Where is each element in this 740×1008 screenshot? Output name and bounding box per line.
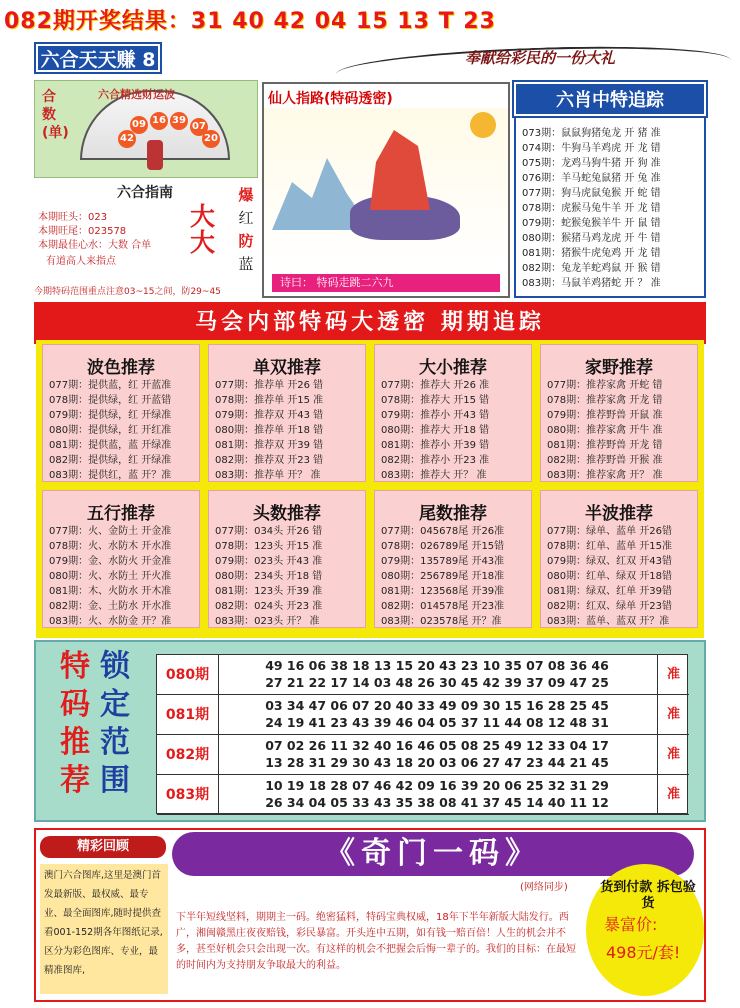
lock-mark: 准 <box>657 695 689 735</box>
lock-word: 定 <box>100 687 130 722</box>
lock-numbers <box>219 697 655 731</box>
six-row: 083期：马鼠羊鸡猪蛇 开 ？ 准 <box>522 278 661 289</box>
card-row: 082期：提供绿，红 开绿准 <box>49 455 172 466</box>
six-row: 075期：龙鸡马狗牛猪 开 狗 准 <box>522 158 661 169</box>
lock-word: 范 <box>100 725 130 760</box>
card-row: 081期：绿双、红单 开39错 <box>547 586 672 597</box>
lock-table <box>156 654 688 814</box>
banner: 马会内部特码大透密 期期追踪 <box>34 302 706 344</box>
card-row: 077期：045678尾 开26准 <box>381 526 505 537</box>
card-row: 077期：提供蓝，红 开蓝准 <box>49 380 172 391</box>
card-title: 尾数推荐 <box>419 504 487 524</box>
lock-line: 07 02 26 11 32 40 16 46 05 08 25 49 12 33 04 17 <box>265 738 609 753</box>
big-da: 大大 <box>190 202 216 257</box>
card-row: 081期：提供蓝，蓝 开绿准 <box>49 440 172 451</box>
six-row: 080期：猴猪马鸡龙虎 开 牛 错 <box>522 233 661 244</box>
lock-row <box>157 695 689 735</box>
network-sync: (网络同步) <box>520 882 568 893</box>
card-title: 半波推荐 <box>585 504 653 524</box>
card-title: 头数推荐 <box>253 504 321 524</box>
card-row: 083期：火、水防金 开？准 <box>49 616 172 627</box>
card-row: 083期：提供红，蓝 开？准 <box>49 470 172 481</box>
card-row: 077期：034头 开26 错 <box>215 526 323 537</box>
card-title: 单双推荐 <box>253 358 321 378</box>
card-row: 079期：推荐小 开43 错 <box>381 410 490 421</box>
card-title: 家野推荐 <box>585 358 653 378</box>
guide-wei: 本期旺尾：023578 <box>38 226 127 237</box>
card-row: 081期：推荐双 开39 错 <box>215 440 324 451</box>
card-row: 080期：红单、绿双 开18错 <box>547 571 672 582</box>
side-word: 爆 <box>238 186 254 204</box>
ball: 20 <box>202 130 220 148</box>
card-row: 078期：123头 开15 准 <box>215 541 323 552</box>
card-row: 078期：火、水防木 开水准 <box>49 541 172 552</box>
guide-xin: 本期最佳心水：大数 合单 <box>38 240 152 251</box>
card-row: 077期：推荐大 开26 准 <box>381 380 490 391</box>
card-row: 077期：火、金防土 开金准 <box>49 526 172 537</box>
promo-price-label: 暴富价: <box>604 915 658 934</box>
qimen-title: 《奇门一码》 <box>172 832 694 876</box>
card-row: 081期：推荐野兽 开龙 错 <box>547 440 663 451</box>
card-row: 078期：红单、蓝单 开15准 <box>547 541 672 552</box>
lock-line: 10 19 18 28 07 46 42 09 16 39 20 06 25 32 31 29 <box>265 778 609 793</box>
lock-numbers <box>219 657 655 691</box>
lock-word: 锁 <box>100 649 130 684</box>
card-row: 080期：234头 开18 错 <box>215 571 323 582</box>
lock-row <box>157 655 689 695</box>
card-title: 波色推荐 <box>87 358 155 378</box>
six-row: 081期：猪猴牛虎兔鸡 开 龙 错 <box>522 248 661 259</box>
card-row: 082期：推荐双 开23 错 <box>215 455 324 466</box>
card-title: 五行推荐 <box>87 504 155 524</box>
lock-right-words <box>100 648 130 800</box>
guide-wang: 本期旺头：023 <box>38 212 108 223</box>
card-row: 078期：推荐大 开15 错 <box>381 395 490 406</box>
card-row: 082期：024头 开23 准 <box>215 601 323 612</box>
lock-row <box>157 735 689 775</box>
guide-gao: 有道高人来指点 <box>46 256 116 267</box>
card-row: 081期：123568尾 开39准 <box>381 586 505 597</box>
recommend-card <box>42 490 200 628</box>
card-row: 077期：推荐单 开26 错 <box>215 380 324 391</box>
card-row: 083期：推荐单 开？ 准 <box>215 470 321 481</box>
fan-title: 六合精选财运波 <box>98 88 175 101</box>
card-row: 080期：推荐家禽 开牛 准 <box>547 425 663 436</box>
lock-row <box>157 775 689 815</box>
guide-title: 六合指南 <box>117 185 173 201</box>
qimen-text: 下半年短线坚料，期期主一码。绝密猛料，特码宝典权威，18年下半年新版大陆发行。西广，湘闽赣黑庄夜夜赔钱，彩民暴富。开头连中五期，如有钱一赔百倍！人生的机会并不多，甚至好机会只会出现一次。有这样的机会不把握会后悔一辈子的。我们的目标：在最短的时间内为支持朋友争取最大的利益。 <box>176 912 576 971</box>
slogan: 奉献给彩民的一份大礼 <box>464 49 615 67</box>
six-title: 六肖中特追踪 <box>514 82 706 116</box>
card-row: 080期：推荐单 开18 错 <box>215 425 324 436</box>
recommend-card <box>540 344 698 482</box>
lock-word: 荐 <box>60 763 90 798</box>
lock-period: 080期 <box>157 655 219 695</box>
poem: 诗曰： 特码走跳二六九 <box>272 274 500 292</box>
card-row: 083期：023头 开？ 准 <box>215 616 320 627</box>
lock-period: 081期 <box>157 695 219 735</box>
ball: 16 <box>150 112 168 130</box>
recall-text: 澳门六合图库,这里是澳门首发最新版、最权威、最专业、最全面图库,随时提供查看001-152期各年图纸记录,区分为彩色图库、专业，最精准图库, <box>40 864 168 994</box>
recommend-card <box>208 490 366 628</box>
recommend-card <box>208 344 366 482</box>
card-row: 082期：推荐小 开23 准 <box>381 455 490 466</box>
six-row: 078期：虎猴马兔牛羊 开 龙 错 <box>522 203 661 214</box>
card-row: 081期：推荐小 开39 错 <box>381 440 490 451</box>
six-row: 074期：牛狗马羊鸡虎 开 龙 错 <box>522 143 661 154</box>
six-row: 073期：鼠鼠狗猪兔龙 开 猪 准 <box>522 128 661 139</box>
card-row: 077期：绿单、蓝单 开26错 <box>547 526 672 537</box>
sun-icon <box>470 112 496 138</box>
card-row: 079期：023头 开43 准 <box>215 556 323 567</box>
fan-handle <box>147 140 163 170</box>
card-row: 078期：提供绿，红 开蓝错 <box>49 395 172 406</box>
lock-line: 26 34 04 05 33 43 35 38 08 41 37 45 14 40 11 12 <box>265 795 609 810</box>
card-row: 079期：推荐双 开43 错 <box>215 410 324 421</box>
card-row: 079期：推荐野兽 开鼠 准 <box>547 410 663 421</box>
heshu-label: 合数(单) <box>42 89 69 141</box>
card-row: 083期：蓝单、蓝双 开？准 <box>547 616 670 627</box>
ball: 09 <box>130 116 148 134</box>
card-row: 081期：123头 开39 准 <box>215 586 323 597</box>
side-word: 防 <box>238 232 254 250</box>
lock-word: 推 <box>60 725 90 760</box>
recommend-card <box>540 490 698 628</box>
lock-numbers <box>219 737 655 771</box>
card-row: 079期：提供绿，红 开绿准 <box>49 410 172 421</box>
lock-line: 24 19 41 23 43 39 46 04 05 37 11 44 08 12 48 31 <box>265 715 609 730</box>
card-row: 077期：推荐家禽 开蛇 错 <box>547 380 663 391</box>
lock-mark: 准 <box>657 775 689 815</box>
lock-numbers <box>219 777 655 811</box>
card-row: 081期：木、火防水 开木准 <box>49 586 172 597</box>
recommend-card <box>42 344 200 482</box>
card-row: 078期：推荐家禽 开龙 错 <box>547 395 663 406</box>
lock-line: 27 21 22 17 14 03 48 26 30 45 42 39 37 09 47 25 <box>265 675 609 690</box>
side-words <box>234 184 258 276</box>
side-word: 蓝 <box>238 255 254 273</box>
lock-line: 03 34 47 06 07 20 40 33 49 09 30 15 16 28 25 45 <box>265 698 609 713</box>
lock-mark: 准 <box>657 655 689 695</box>
card-row: 080期：火、水防土 开火准 <box>49 571 172 582</box>
lock-word: 码 <box>60 687 90 722</box>
card-row: 079期：绿双、红双 开43错 <box>547 556 672 567</box>
six-row: 079期：蛇猴兔猴羊牛 开 鼠 错 <box>522 218 661 229</box>
ball: 39 <box>170 112 188 130</box>
card-row: 082期：014578尾 开23准 <box>381 601 505 612</box>
card-row: 079期：金、水防火 开金准 <box>49 556 172 567</box>
recommend-card <box>374 490 532 628</box>
lock-line: 49 16 06 38 18 13 15 20 43 23 10 35 07 08 36 46 <box>265 658 609 673</box>
range-note: 今期特码范围重点注意03~15之间，防29~45 <box>34 284 258 298</box>
side-word: 红 <box>238 209 254 227</box>
xianren-title: 仙人指路(特码透密) <box>268 91 393 107</box>
six-row: 082期：兔龙羊蛇鸡鼠 开 猴 错 <box>522 263 661 274</box>
card-row: 082期：红双、绿单 开23错 <box>547 601 672 612</box>
promo-price: 498元/套! <box>606 943 681 962</box>
card-row: 083期：推荐大 开？ 准 <box>381 470 487 481</box>
card-row: 083期：023578尾 开？准 <box>381 616 502 627</box>
ball: 07 <box>190 118 208 136</box>
card-row: 078期：026789尾 开15错 <box>381 541 505 552</box>
ball: 42 <box>118 130 136 148</box>
lock-line: 13 28 31 29 30 43 18 20 03 06 27 47 23 44 21 45 <box>265 755 609 770</box>
card-row: 082期：推荐野兽 开猴 准 <box>547 455 663 466</box>
card-row: 080期：提供绿，红 开红准 <box>49 425 172 436</box>
card-grid <box>36 340 704 638</box>
recall-title: 精彩回顾 <box>40 836 166 858</box>
result-header: 082期开奖结果：31 40 42 04 15 13 T 23 <box>4 9 496 34</box>
edition-badge: 六合天天赚 8 <box>36 44 160 72</box>
card-row: 082期：金、土防水 开水准 <box>49 601 172 612</box>
card-row: 083期：推荐家禽 开？ 准 <box>547 470 663 481</box>
six-row: 077期：狗马虎鼠兔猴 开 蛇 错 <box>522 188 661 199</box>
lock-left-words <box>60 648 90 800</box>
card-row: 078期：推荐单 开15 准 <box>215 395 324 406</box>
lock-word: 围 <box>100 763 130 798</box>
six-row: 076期：羊马蛇兔鼠猪 开 兔 准 <box>522 173 661 184</box>
recommend-card <box>374 344 532 482</box>
promo-delivery: 货到付款 拆包验货 <box>600 880 696 911</box>
lock-mark: 准 <box>657 735 689 775</box>
card-row: 079期：135789尾 开43准 <box>381 556 505 567</box>
card-title: 大小推荐 <box>419 358 487 378</box>
lock-period: 082期 <box>157 735 219 775</box>
lock-word: 特 <box>60 649 90 684</box>
lock-period: 083期 <box>157 775 219 815</box>
card-row: 080期：256789尾 开18准 <box>381 571 505 582</box>
card-row: 080期：推荐大 开18 错 <box>381 425 490 436</box>
